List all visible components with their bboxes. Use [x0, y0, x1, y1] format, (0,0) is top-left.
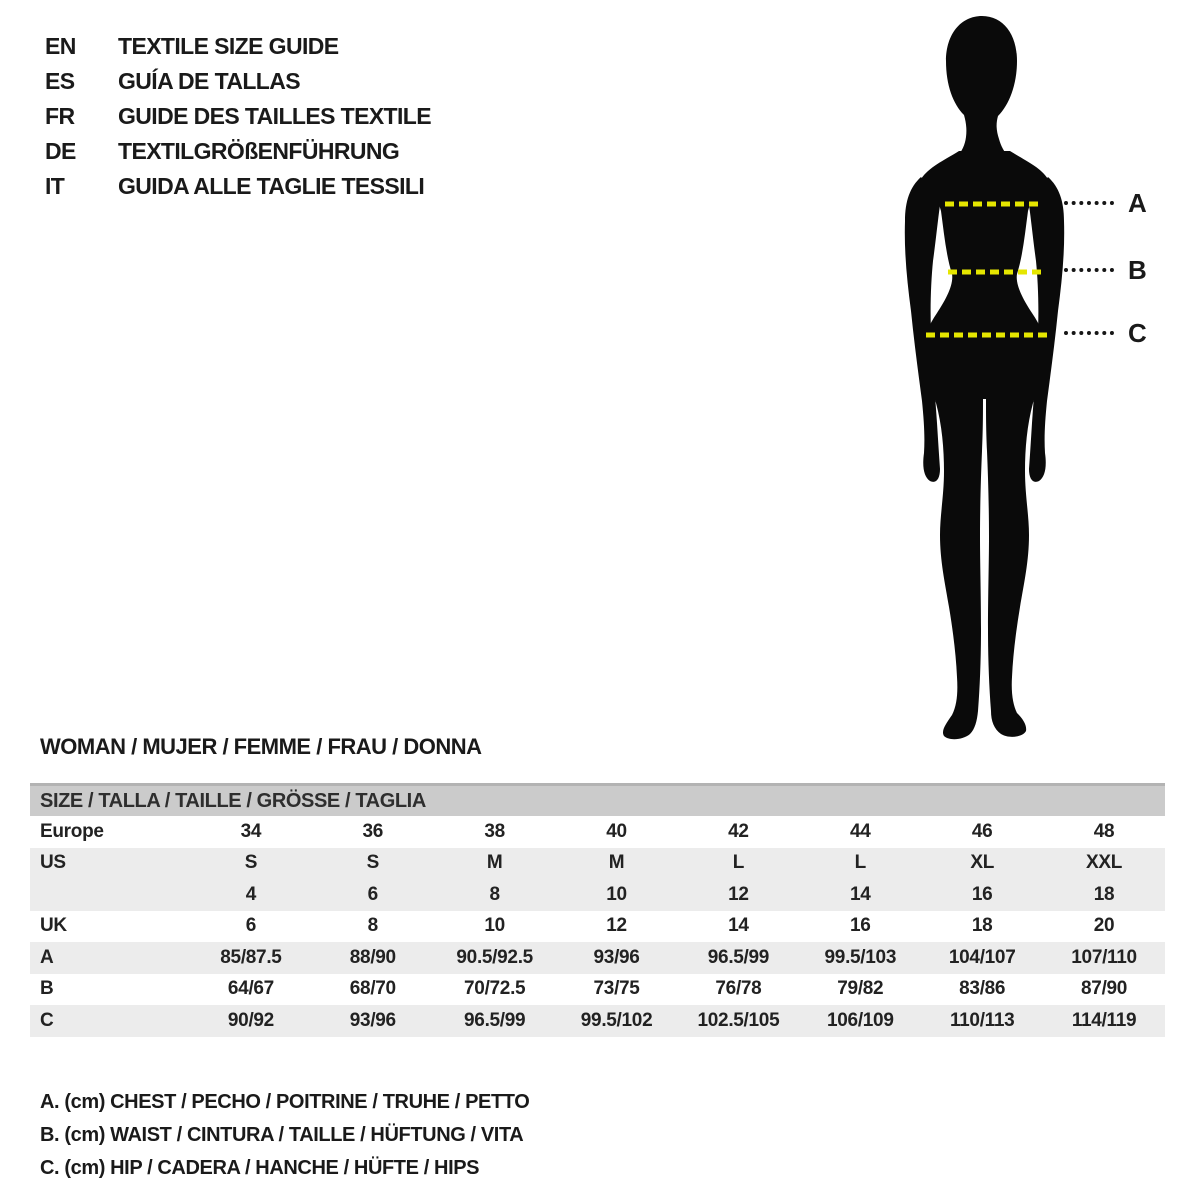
silhouette-body	[921, 151, 1048, 739]
size-cell: 96.5/99	[464, 1009, 526, 1031]
size-cell: 48	[1093, 820, 1115, 842]
size-cell: 106/109	[827, 1009, 894, 1031]
marker-label-a: A	[1128, 188, 1147, 218]
size-cell: 10	[484, 915, 505, 937]
size-cell: 40	[606, 820, 627, 842]
row-label: A	[40, 946, 54, 968]
size-cell: 42	[728, 820, 749, 842]
size-cell: 104/107	[948, 946, 1016, 968]
size-cell: 96.5/99	[707, 946, 770, 968]
table-row	[30, 879, 1165, 911]
table-row	[30, 911, 1165, 943]
size-cell: 93/96	[593, 946, 640, 968]
legend-line-hip: C. (cm) HIP / CADERA / HANCHE / HÜFTE / HIPS	[40, 1157, 480, 1179]
silhouette-head	[946, 16, 1017, 157]
size-cell: 99.5/103	[824, 946, 897, 968]
table-row	[30, 816, 1165, 848]
language-title: GUÍA DE TALLAS	[118, 68, 300, 94]
language-list	[45, 29, 431, 204]
size-cell: 18	[971, 915, 993, 937]
size-cell: 107/110	[1071, 946, 1137, 968]
size-cell: 87/90	[1081, 978, 1128, 1000]
size-cell: 99.5/102	[580, 1009, 653, 1031]
size-cell: 20	[1093, 915, 1115, 937]
size-cell: XL	[970, 852, 995, 874]
size-cell: 90/92	[227, 1009, 274, 1031]
row-label: UK	[40, 915, 67, 937]
size-cell: 4	[245, 883, 257, 905]
language-code: DE	[45, 138, 76, 164]
table-row	[30, 974, 1165, 1006]
marker-connector-c	[1064, 331, 1114, 335]
table-row	[30, 942, 1165, 974]
size-cell: M	[486, 852, 503, 874]
size-cell: 16	[971, 883, 993, 905]
size-cell: 8	[489, 883, 500, 905]
language-row	[45, 99, 431, 134]
size-cell: 14	[728, 915, 749, 937]
section-title-woman: WOMAN / MUJER / FEMME / FRAU / DONNA	[40, 734, 482, 759]
legend-line-chest: A. (cm) CHEST / PECHO / POITRINE / TRUHE / PETTO	[40, 1091, 530, 1113]
language-code: FR	[45, 103, 75, 129]
size-cell: XXL	[1086, 852, 1123, 874]
size-cell: 18	[1093, 883, 1115, 905]
size-cell: 70/72.5	[464, 978, 526, 1000]
size-cell: S	[244, 852, 258, 874]
marker-connector-a	[1064, 201, 1114, 205]
marker-label-c: C	[1128, 318, 1147, 348]
language-code: IT	[45, 173, 65, 199]
language-title: TEXTILE SIZE GUIDE	[118, 33, 339, 59]
size-cell: 93/96	[349, 1009, 396, 1031]
size-table	[30, 783, 1165, 1037]
size-cell: S	[366, 852, 379, 874]
marker-connector-b	[1064, 268, 1114, 272]
language-title: GUIDE DES TAILLES TEXTILE	[118, 103, 431, 129]
marker-label-b: B	[1128, 255, 1147, 285]
language-row	[45, 134, 431, 169]
language-code: EN	[45, 33, 76, 59]
language-title: GUIDA ALLE TAGLIE TESSILI	[118, 173, 425, 199]
table-row	[30, 1005, 1165, 1037]
size-cell: 85/87.5	[220, 946, 282, 968]
size-cell: 34	[240, 820, 262, 842]
size-cell: 6	[367, 883, 378, 905]
size-cell: L	[732, 852, 745, 874]
language-row	[45, 169, 431, 204]
size-cell: M	[608, 852, 625, 874]
size-cell: 10	[606, 883, 627, 905]
table-row	[30, 848, 1165, 880]
row-label: Europe	[40, 820, 104, 842]
size-cell: 38	[484, 820, 505, 842]
size-cell: 12	[606, 915, 627, 937]
language-row	[45, 29, 431, 64]
size-cell: 76/78	[715, 978, 762, 1000]
language-code: ES	[45, 68, 75, 94]
size-cell: 79/82	[837, 978, 884, 1000]
legend-line-waist: B. (cm) WAIST / CINTURA / TAILLE / HÜFTUNG / VITA	[40, 1124, 524, 1146]
size-cell: 110/113	[949, 1009, 1015, 1031]
size-cell: 14	[850, 883, 871, 905]
size-cell: 36	[362, 820, 384, 842]
language-title: TEXTILGRÖßENFÜHRUNG	[118, 138, 400, 164]
size-cell: 90.5/92.5	[456, 946, 533, 968]
size-cell: 64/67	[227, 978, 274, 1000]
size-cell: 88/90	[349, 946, 396, 968]
size-cell: 16	[850, 915, 871, 937]
size-cell: 6	[245, 915, 257, 937]
size-cell: L	[854, 852, 866, 874]
size-table-header: SIZE / TALLA / TAILLE / GRÖSSE / TAGLIA	[30, 783, 1165, 816]
row-label: C	[40, 1009, 54, 1031]
row-label: B	[40, 978, 54, 1000]
measurement-legend	[40, 1086, 529, 1185]
size-cell: 46	[971, 820, 993, 842]
size-cell: 12	[728, 883, 749, 905]
size-cell: 68/70	[349, 978, 396, 1000]
size-cell: 83/86	[959, 978, 1006, 1000]
size-cell: 8	[367, 915, 378, 937]
size-cell: 102.5/105	[697, 1009, 780, 1031]
size-cell: 44	[850, 820, 871, 842]
size-cell: 114/119	[1071, 1009, 1137, 1031]
size-cell: 73/75	[593, 978, 640, 1000]
language-row	[45, 64, 431, 99]
row-label: US	[40, 852, 66, 874]
woman-silhouette-figure	[895, 13, 1075, 743]
size-table-body	[30, 816, 1165, 1037]
